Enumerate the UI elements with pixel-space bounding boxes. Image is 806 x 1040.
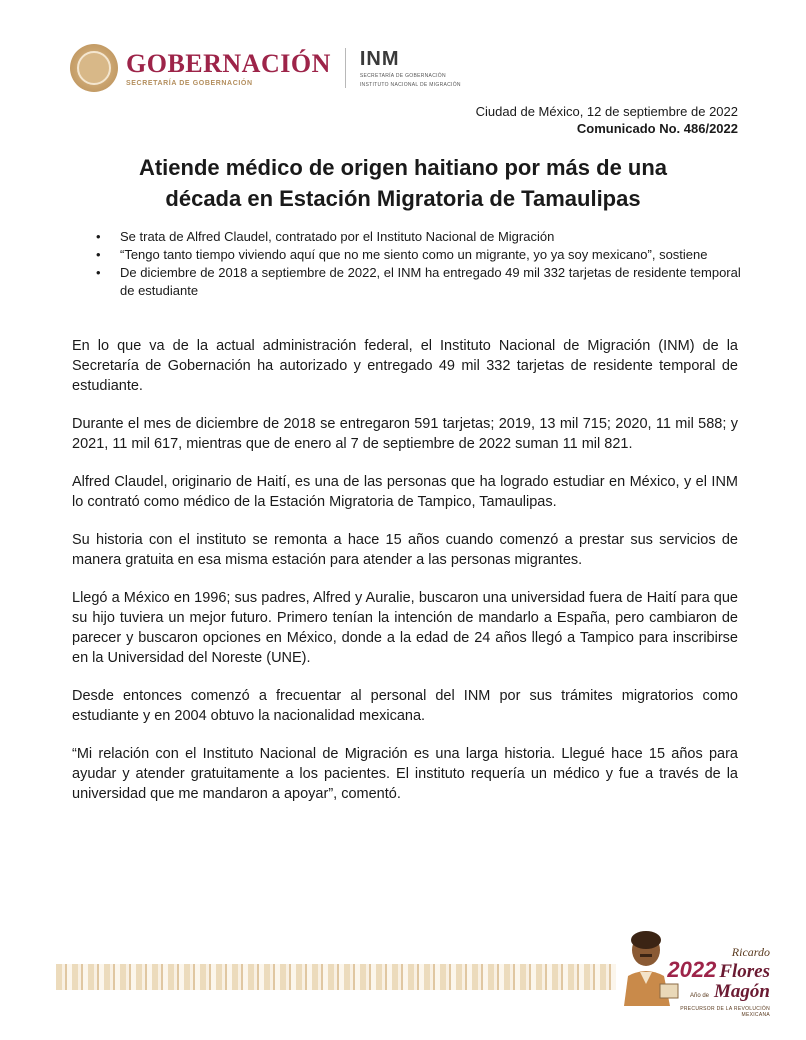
inm-subtitle-2: INSTITUTO NACIONAL DE MIGRACIÓN <box>359 82 461 88</box>
bullet-dot: • <box>96 247 101 262</box>
body-paragraph: Durante el mes de diciembre de 2018 se entregaron 591 tarjetas; 2019, 13 mil 715; 2020, 11 mil 588; y 2021, 11 mil 617, mientras que de enero al 7 de septiembre de 2022 suman 11 mil 821. <box>72 416 738 452</box>
bullet-item: • “Tengo tanto tiempo viviendo aquí que no me siento como un migrante, yo ya soy mexicano”, sostiene <box>96 247 708 262</box>
bullet-item: • De diciembre de 2018 a septiembre de 2022, el INM ha entregado 49 mil 332 tarjetas de residente temporal de estudiante <box>96 265 741 298</box>
headline-line-1: Atiende médico de origen haitiano por más de una <box>138 155 668 180</box>
body-paragraph: Su historia con el instituto se remonta a hace 15 años cuando comenzó a prestar sus servicios de manera gratuita en esa misma estación para atender a las personas migrantes. <box>72 532 738 568</box>
header-divider <box>345 48 346 88</box>
place-date: Ciudad de México, 12 de septiembre de 2022 <box>475 104 738 119</box>
dateline <box>476 103 738 137</box>
anniversary-logo <box>662 946 770 1018</box>
magon-text: Magón <box>714 981 770 1002</box>
body-paragraph: Alfred Claudel, originario de Haití, es una de las personas que ha logrado estudiar en México, y el INM lo contrató como médico de la Estación Migratoria de Tampico, Tamaulipas. <box>72 474 738 510</box>
body-paragraph: Desde entonces comenzó a frecuentar al personal del INM por sus trámites migratorios como estudiante y en 2004 obtuvo la nacionalidad mexicana. <box>72 688 738 724</box>
ricardo-text: Ricardo <box>731 945 770 959</box>
inm-logo-text: INM <box>359 48 400 70</box>
gobernacion-subtitle: SECRETARÍA DE GOBERNACIÓN <box>126 79 253 87</box>
year-text: 2022 <box>667 957 717 982</box>
press-release-headline <box>60 152 746 214</box>
body-paragraph: “Mi relación con el Instituto Nacional de Migración es una larga historia. Llegué hace 15 años para ayudar y atender gratuitamente a los pacientes. El instituto requería un médico y fue a través de la universidad que me mandaron a apoyar”, comentó. <box>72 746 738 802</box>
gobernacion-logo <box>126 50 331 87</box>
inm-subtitle-1: SECRETARÍA DE GOBERNACIÓN <box>359 73 446 79</box>
headline-line-2: década en Estación Migratoria de Tamaulipas <box>165 186 641 211</box>
footer-banner <box>56 928 770 1018</box>
gobernacion-title: GOBERNACIÓN <box>126 48 331 78</box>
coat-of-arms-seal-icon <box>70 44 118 92</box>
inm-logo <box>360 48 461 88</box>
body-paragraph: Llegó a México en 1996; sus padres, Alfred y Auralie, buscaron una universidad fuera de Haití para que su hijo tuviera un mejor futuro. Primero tenían la intención de mandarlo a España, pero cambiaron de parecer y buscaron opciones en México, donde a la edad de 24 años llegó a Tampico para inscribirse en la Universidad del Noreste (UNE). <box>72 590 738 666</box>
ornamental-border <box>56 964 616 990</box>
comunicado-number: Comunicado No. 486/2022 <box>576 121 738 136</box>
body-paragraph: En lo que va de la actual administración federal, el Instituto Nacional de Migración (INM) de la Secretaría de Gobernación ha autorizado y entregado 49 mil 332 tarjetas de residente temporal de estudiante. <box>72 338 738 394</box>
flores-text: Flores <box>719 961 770 982</box>
precursor-text: PRECURSOR DE LA REVOLUCIÓN MEXICANA <box>680 1006 770 1018</box>
article-body <box>72 336 738 822</box>
bullet-item: • Se trata de Alfred Claudel, contratado por el Instituto Nacional de Migración <box>96 229 555 244</box>
bullet-dot: • <box>96 229 101 244</box>
letterhead <box>70 40 461 96</box>
bullet-dot: • <box>96 265 101 280</box>
summary-bullets <box>96 228 746 300</box>
ano-de-text: Año de <box>690 993 710 999</box>
